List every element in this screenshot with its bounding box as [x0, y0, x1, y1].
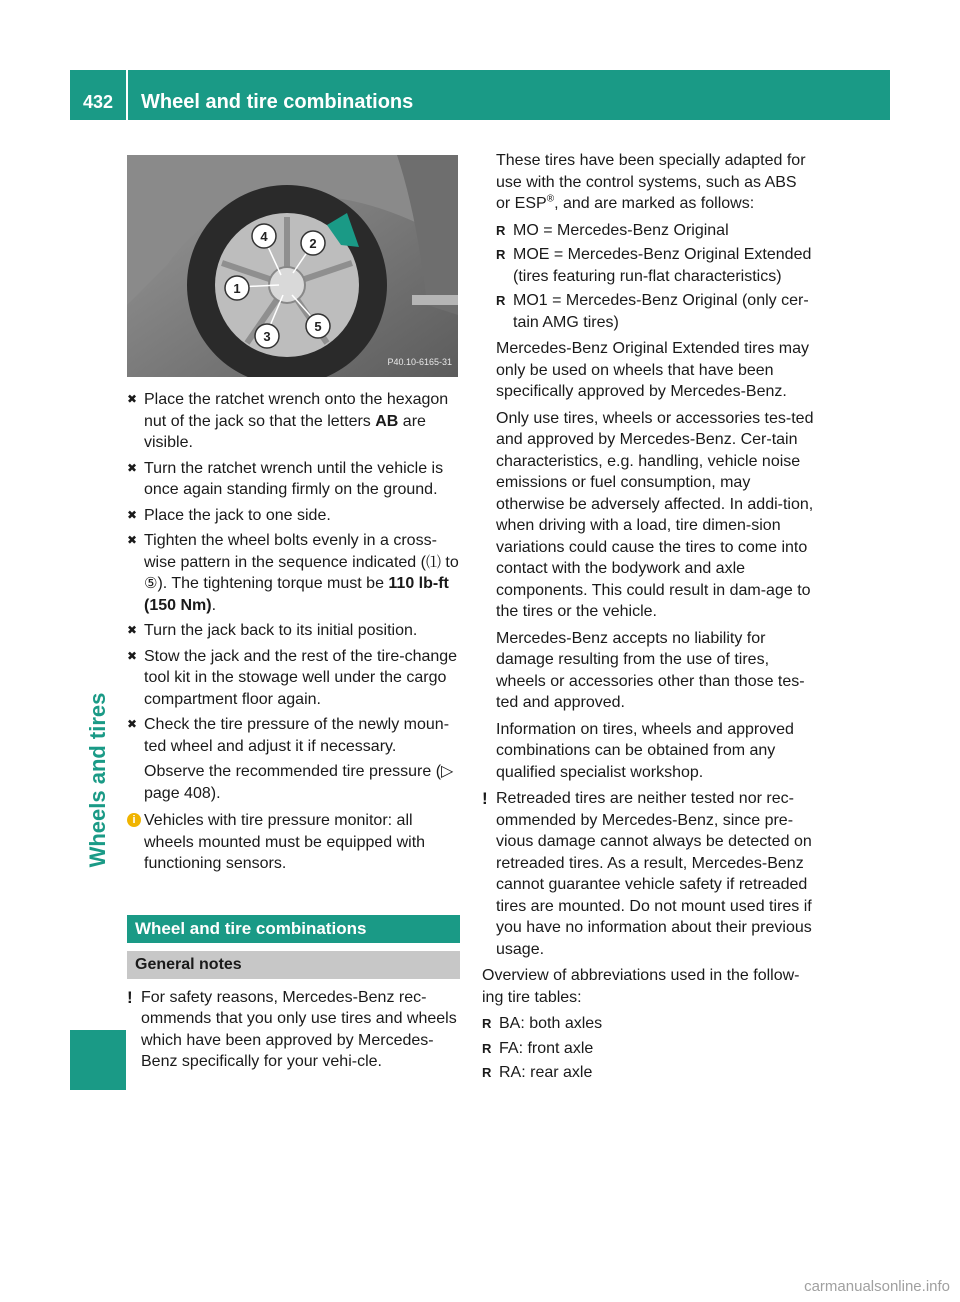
warning-note: ! For safety reasons, Mercedes-Benz rec-ommends that you only use tires and wheels which have been approved by Mercedes-Benz specifically for your vehi-cle.: [127, 987, 457, 1070]
callout-2: 2: [309, 236, 317, 251]
paragraph: Information on tires, wheels and approved combinations can be obtained from any qualified specialist workshop.: [496, 720, 794, 781]
chapter-tab-marker: [70, 1030, 126, 1090]
watermark: carmanualsonline.info: [804, 1278, 950, 1295]
step-item: ✖ Place the jack to one side.: [127, 505, 460, 527]
step-arrow-icon: ✖: [127, 648, 138, 663]
step-item: ✖ Tighten the wheel bolts evenly in a cross-wise pattern in the sequence indicated (⑴ to ⑤). The tightening torque must be 110 lb-ft (150 Nm).: [127, 532, 459, 614]
right-column: [482, 150, 814, 1087]
tire-pressure-reference: Observe the recommended tire pressure (▷ page 408).: [144, 763, 454, 802]
bullet-icon: R: [482, 1040, 492, 1056]
paragraph: Only use tires, wheels or accessories tes-ted and approved by Mercedes-Benz. Cer-tain characteristics, e.g. handling, vehicle noise emissions or fuel consumption, may otherwise be adversely affected. In addi-tion, when driving with a load, tire dimen-sion variations could cause the tires to come into contact with the bodywork and axle components. This could result in dam-age to the tires or the vehicle.: [496, 409, 814, 620]
step-item: ✖ Turn the ratchet wrench until the vehicle is once again standing firmly on the ground.: [127, 459, 444, 498]
warning-icon: !: [482, 789, 488, 808]
warning-icon: !: [127, 987, 133, 1007]
bullet-icon: R: [482, 1065, 492, 1080]
chapter-side-label: Wheels and tires: [85, 692, 110, 868]
figure-code: P40.10-6165-31: [387, 356, 452, 367]
page-reference-link[interactable]: page 408).: [144, 784, 221, 802]
page-ref-arrow-icon: ▷: [441, 763, 454, 780]
list-item: R MOE = Mercedes-Benz Original Extended (tires featuring run-flat characteristics): [496, 246, 812, 285]
header-divider: [126, 70, 128, 120]
wheel-bolt-sequence-figure: [127, 155, 458, 377]
step-arrow-icon: ✖: [127, 623, 138, 637]
step-arrow-icon: ✖: [127, 392, 138, 406]
bullet-icon: R: [482, 1016, 492, 1031]
page-title: Wheel and tire combinations: [141, 91, 414, 113]
warning-note: ! Retreaded tires are neither tested nor rec-ommended by Mercedes-Benz, since pre-vious damage cannot always be detected on retreaded tires. As a result, Mercedes-Benz cannot guarantee vehicle safety if retreaded tires are mounted. Do not mount used tires if you have no information about their previous usage.: [482, 789, 812, 958]
list-item: R RA: rear axle: [482, 1062, 814, 1084]
step-item: ✖ Stow the jack and the rest of the tire-change tool kit in the stowage well under the cargo compartment floor again.: [127, 647, 458, 708]
subsection-heading: General notes: [127, 951, 460, 979]
bullet-icon: R: [496, 247, 506, 262]
paragraph: Mercedes-Benz Original Extended tires may only be used on wheels that have been specifically approved by Mercedes-Benz.: [496, 340, 810, 400]
list-item: R BA: both axles: [482, 1013, 814, 1035]
list-item: R FA: front axle: [482, 1038, 814, 1060]
info-note: i Vehicles with tire pressure monitor: all wheels mounted must be equipped with functioning sensors.: [127, 810, 460, 875]
paragraph: Mercedes-Benz accepts no liability for damage resulting from the use of tires, wheels or accessories other than those tes-ted and approved.: [496, 629, 805, 711]
step-item: ✖ Place the ratchet wrench onto the hexagon nut of the jack so that the letters AB are visible.: [127, 391, 449, 451]
page-number: 432: [82, 92, 114, 112]
step-item: ✖ Check the tire pressure of the newly moun-ted wheel and adjust it if necessary.: [127, 716, 450, 755]
step-arrow-icon: ✖: [127, 533, 138, 547]
callout-3: 3: [263, 329, 271, 344]
info-icon: i: [127, 813, 141, 827]
callout-5: 5: [314, 319, 322, 334]
callout-1: 1: [233, 281, 241, 296]
list-item: R MO = Mercedes-Benz Original: [496, 220, 814, 242]
callout-4: 4: [260, 229, 268, 244]
section-heading: Wheel and tire combinations: [127, 915, 460, 943]
wheel-illustration: [127, 155, 458, 377]
overview-paragraph: Overview of abbreviations used in the follow-ing tire tables:: [482, 967, 800, 1006]
left-column: [127, 155, 460, 1078]
bullet-icon: R: [496, 222, 506, 238]
step-arrow-icon: ✖: [127, 717, 138, 731]
bullet-icon: R: [496, 293, 506, 308]
step-item: ✖ Turn the jack back to its initial position.: [127, 620, 460, 642]
step-arrow-icon: ✖: [127, 460, 138, 475]
list-item: R MO1 = Mercedes-Benz Original (only cer-tain AMG tires): [496, 292, 809, 331]
intro-paragraph: These tires have been specially adapted for use with the control systems, such as ABS or ESP®, and are marked as follows:: [496, 152, 806, 212]
step-arrow-icon: ✖: [127, 507, 138, 522]
